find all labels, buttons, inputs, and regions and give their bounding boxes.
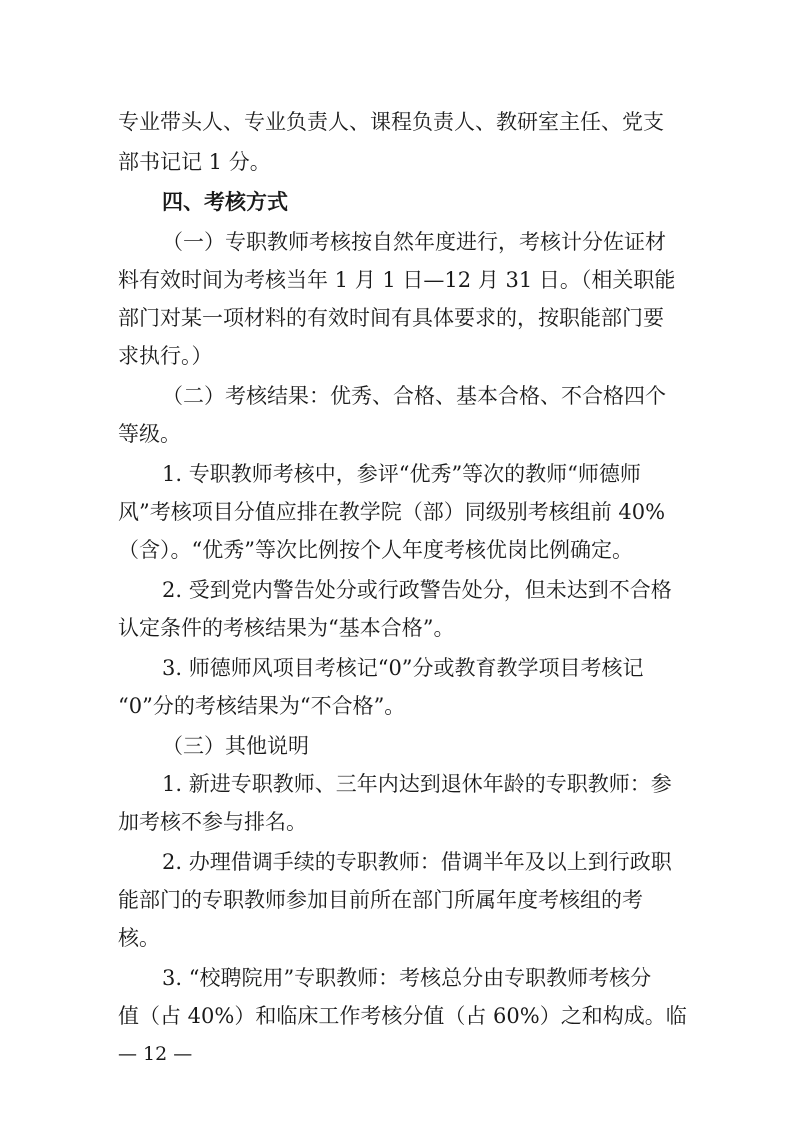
text-line bbox=[0, 140, 793, 184]
line-text: （二）考核结果：优秀、合格、基本合格、不合格四个 bbox=[162, 384, 666, 408]
line-text: 求执行。） bbox=[118, 344, 213, 368]
text-line bbox=[0, 412, 793, 456]
line-text: 3. 师德师风项目考核记“0”分或教育教学项目考核记 bbox=[162, 656, 644, 680]
line-text: 2. 办理借调手续的专职教师：借调半年及以上到行政职 bbox=[162, 850, 672, 874]
line-text: 认定条件的考核结果为“基本合格”。 bbox=[118, 616, 455, 640]
text-line bbox=[0, 684, 793, 728]
line-text: 专业带头人、专业负责人、课程负责人、教研室主任、党支 bbox=[118, 110, 664, 134]
line-text: 部书记记 1 分。 bbox=[118, 150, 271, 174]
page-number: — 12 — bbox=[118, 1043, 193, 1065]
line-text: 风”考核项目分值应排在教学院（部）同级别考核组前 40% bbox=[118, 500, 666, 524]
text-line bbox=[0, 606, 793, 650]
line-text: 等级。 bbox=[118, 422, 181, 446]
line-text: “0”分的考核结果为“不合格”。 bbox=[118, 694, 406, 718]
line-text: 1. 专职教师考核中，参评“优秀”等次的教师“师德师 bbox=[162, 462, 641, 486]
line-text: 料有效时间为考核当年 1 月 1 日—12 月 31 日。（相关职能 bbox=[118, 268, 676, 292]
text-line bbox=[0, 800, 793, 844]
line-text: 3. “校聘院用”专职教师：考核总分由专职教师考核分 bbox=[162, 966, 652, 990]
text-line bbox=[0, 528, 793, 572]
text-line bbox=[0, 334, 793, 378]
line-text: 值（占 40%）和临床工作考核分值（占 60%）之和构成。临 bbox=[118, 1004, 687, 1028]
line-text: 加考核不参与排名。 bbox=[118, 810, 307, 834]
text-line bbox=[0, 916, 793, 960]
line-text: （三）其他说明 bbox=[162, 734, 309, 758]
text-line bbox=[0, 994, 793, 1038]
line-text: 能部门的专职教师参加目前所在部门所属年度考核组的考 bbox=[118, 888, 643, 912]
line-text: 部门对某一项材料的有效时间有具体要求的，按职能部门要 bbox=[118, 306, 664, 330]
line-text: （含）。“优秀”等次比例按个人年度考核优岗比例确定。 bbox=[118, 538, 633, 562]
line-text: 核。 bbox=[118, 926, 160, 950]
section-heading bbox=[0, 180, 793, 224]
line-text: 2. 受到党内警告处分或行政警告处分，但未达到不合格 bbox=[162, 578, 672, 602]
heading-text: 四、考核方式 bbox=[162, 190, 288, 214]
line-text: 1. 新进专职教师、三年内达到退休年龄的专职教师：参 bbox=[162, 772, 672, 796]
line-text: （一）专职教师考核按自然年度进行，考核计分佐证材 bbox=[162, 230, 666, 254]
text-line bbox=[0, 100, 793, 144]
